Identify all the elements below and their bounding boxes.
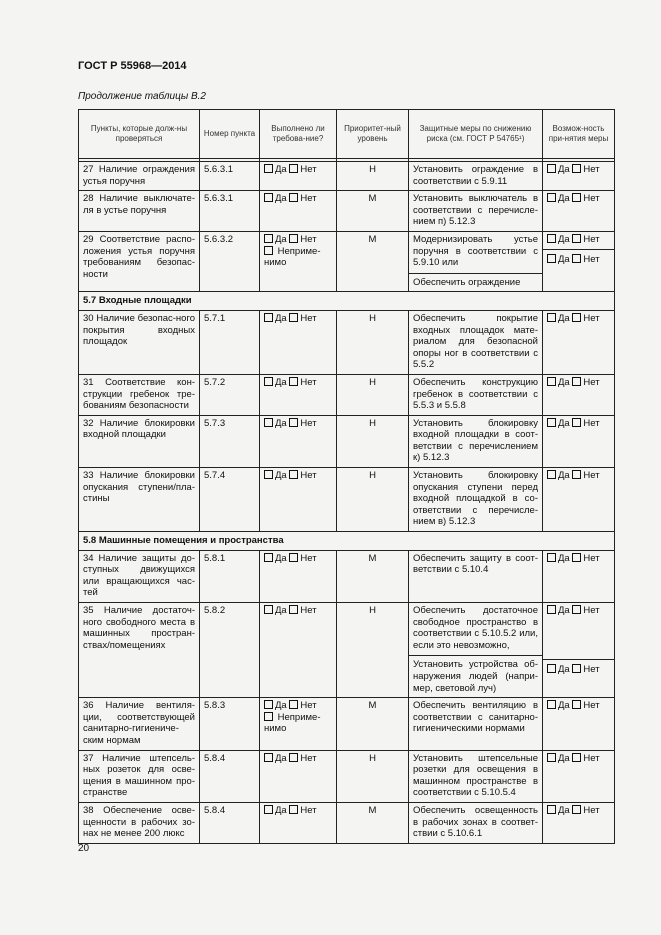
yes-checkbox[interactable] bbox=[264, 553, 273, 562]
yes-label: Да bbox=[275, 417, 287, 429]
acceptance-cell bbox=[543, 415, 615, 467]
no-label: Нет bbox=[583, 312, 600, 324]
yes-checkbox[interactable] bbox=[547, 470, 556, 479]
no-checkbox[interactable] bbox=[289, 470, 298, 479]
measure-cell: Обеспечить покрытие входных площадок мате-риалом для безопасной опоры ног в соответствии с 5.5.2 bbox=[409, 310, 543, 374]
no-checkbox[interactable] bbox=[289, 700, 298, 709]
clause-cell: 5.8.3 bbox=[200, 698, 260, 750]
no-label: Нет bbox=[300, 164, 317, 175]
no-checkbox[interactable] bbox=[289, 418, 298, 427]
acceptance-cell bbox=[543, 310, 615, 374]
yes-checkbox[interactable] bbox=[547, 753, 556, 762]
yes-label: Да bbox=[275, 164, 287, 175]
yes-label: Да bbox=[558, 193, 570, 205]
no-checkbox[interactable] bbox=[289, 234, 298, 243]
item-cell: 34 Наличие защиты до-ступных движущихся или вращающихся час-тей bbox=[79, 550, 200, 602]
no-checkbox[interactable] bbox=[572, 193, 581, 202]
table-row bbox=[79, 468, 615, 532]
measure-cell bbox=[409, 231, 543, 291]
acceptance-cell bbox=[543, 750, 615, 802]
no-label: Нет bbox=[583, 700, 600, 712]
clause-cell: 5.8.1 bbox=[200, 550, 260, 602]
section-row bbox=[79, 292, 615, 311]
clause-cell: 5.6.3.2 bbox=[200, 231, 260, 291]
yes-label: Да bbox=[558, 312, 570, 324]
no-label: Нет bbox=[300, 700, 317, 712]
document-title: ГОСТ Р 55968—2014 bbox=[78, 60, 187, 72]
yes-label: Да bbox=[275, 233, 287, 245]
yes-label: Да bbox=[275, 376, 287, 388]
no-checkbox[interactable] bbox=[572, 313, 581, 322]
yes-label: Да bbox=[275, 700, 287, 712]
acceptance-cell bbox=[543, 374, 615, 415]
table-row bbox=[79, 162, 615, 191]
no-checkbox[interactable] bbox=[289, 313, 298, 322]
clause-cell: 5.7.3 bbox=[200, 415, 260, 467]
yes-checkbox[interactable] bbox=[547, 377, 556, 386]
fulfilled-cell bbox=[260, 802, 337, 843]
no-checkbox[interactable] bbox=[572, 664, 581, 673]
section-heading: 5.7 Входные площадки bbox=[79, 292, 615, 311]
table-header-row bbox=[79, 110, 615, 159]
yes-checkbox[interactable] bbox=[264, 700, 273, 709]
no-label: Нет bbox=[300, 804, 317, 816]
yes-label: Да bbox=[558, 804, 570, 816]
no-label: Нет bbox=[583, 804, 600, 816]
measure-text-alt: Установить устройства об-наружения людей (напри-мер, световой луч) bbox=[409, 655, 542, 694]
fulfilled-cell bbox=[260, 750, 337, 802]
yes-checkbox[interactable] bbox=[547, 313, 556, 322]
priority-cell: М bbox=[337, 191, 409, 232]
yes-label: Да bbox=[275, 804, 287, 816]
fulfilled-cell bbox=[260, 550, 337, 602]
no-label: Нет bbox=[300, 312, 317, 324]
yes-label: Да bbox=[275, 605, 287, 616]
item-cell: 35 Наличие достаточ-ного свободного места в машинных простран-ствах/помещениях bbox=[79, 603, 200, 698]
yes-checkbox[interactable] bbox=[264, 605, 273, 614]
priority-cell: М bbox=[337, 698, 409, 750]
no-label: Нет bbox=[300, 233, 317, 245]
clause-cell: 5.8.4 bbox=[200, 750, 260, 802]
acceptance-cell bbox=[543, 468, 615, 532]
yes-checkbox[interactable] bbox=[547, 193, 556, 202]
no-label: Нет bbox=[583, 376, 600, 388]
no-checkbox[interactable] bbox=[572, 418, 581, 427]
acceptance-cell bbox=[543, 698, 615, 750]
acceptance-cell bbox=[543, 550, 615, 602]
measure-text: Обеспечить достаточное свободное пространство в соответствии с 5.10.5.2 или, если это невозможно, bbox=[413, 605, 538, 651]
priority-cell: Н bbox=[337, 603, 409, 698]
priority-cell: Н bbox=[337, 415, 409, 467]
yes-label: Да bbox=[558, 253, 570, 265]
header-fulfilled: Выполнено ли требова-ние? bbox=[260, 110, 337, 159]
inapplicable-label: Неприме-нимо bbox=[264, 245, 321, 269]
measure-cell: Установить ограждение в соответствии с 5.9.11 bbox=[409, 162, 543, 191]
yes-label: Да bbox=[558, 605, 570, 616]
no-checkbox[interactable] bbox=[572, 700, 581, 709]
fulfilled-cell bbox=[260, 698, 337, 750]
priority-cell: Н bbox=[337, 374, 409, 415]
yes-checkbox[interactable] bbox=[264, 164, 273, 173]
measure-cell: Установить выключатель в соответствии с перечисле-нием п) 5.12.3 bbox=[409, 191, 543, 232]
acceptance-cell bbox=[543, 231, 615, 291]
table-row bbox=[79, 231, 615, 291]
table-row bbox=[79, 750, 615, 802]
yes-checkbox[interactable] bbox=[547, 700, 556, 709]
priority-cell: Н bbox=[337, 750, 409, 802]
yes-label: Да bbox=[558, 470, 570, 482]
page-number: 20 bbox=[78, 843, 90, 854]
table-caption: Продолжение таблицы В.2 bbox=[78, 91, 206, 102]
yes-label: Да bbox=[558, 164, 570, 175]
measure-cell: Установить блокировку входной площадки в соот-ветствии с перечислением к) 5.12.3 bbox=[409, 415, 543, 467]
table-row bbox=[79, 374, 615, 415]
table-row bbox=[79, 603, 615, 698]
item-cell: 36 Наличие вентиля-ции, соответствующей санитарно-гигиениче-ским нормам bbox=[79, 698, 200, 750]
measure-text: Модернизировать устье поручня в соответствии с 5.9.10 или bbox=[413, 233, 538, 269]
yes-checkbox[interactable] bbox=[264, 805, 273, 814]
item-cell: 27 Наличие ограждения устья поручня bbox=[79, 162, 200, 191]
clause-cell: 5.7.4 bbox=[200, 468, 260, 532]
no-label: Нет bbox=[583, 605, 600, 616]
yes-checkbox[interactable] bbox=[547, 553, 556, 562]
yes-checkbox[interactable] bbox=[264, 193, 273, 202]
header-acceptance: Возмож-ность при-нятия меры bbox=[543, 110, 615, 159]
item-cell: 38 Обеспечение осве-щенности в рабочих зо-нах не менее 200 люкс bbox=[79, 802, 200, 843]
yes-label: Да bbox=[275, 193, 287, 205]
no-checkbox[interactable] bbox=[572, 377, 581, 386]
measure-cell: Обеспечить конструкцию гребенок в соответствии с 5.5.3 и 5.5.8 bbox=[409, 374, 543, 415]
table-row bbox=[79, 550, 615, 602]
item-cell: 37 Наличие штепсель-ных розеток для осве-щения в машинном про-странстве bbox=[79, 750, 200, 802]
no-checkbox[interactable] bbox=[572, 805, 581, 814]
fulfilled-cell bbox=[260, 374, 337, 415]
no-label: Нет bbox=[583, 663, 600, 675]
no-checkbox[interactable] bbox=[289, 377, 298, 386]
yes-checkbox[interactable] bbox=[547, 664, 556, 673]
yes-label: Да bbox=[558, 700, 570, 712]
no-checkbox[interactable] bbox=[572, 164, 581, 173]
item-cell: 29 Соответствие распо-ложения устья поручня требованиям безопас-ности bbox=[79, 231, 200, 291]
no-checkbox[interactable] bbox=[289, 805, 298, 814]
table-row bbox=[79, 802, 615, 843]
inapplicable-label: Неприме-нимо bbox=[264, 711, 321, 735]
header-clause: Номер пункта bbox=[200, 110, 260, 159]
measure-cell: Обеспечить освещенность в рабочих зонах в соответ-ствии с 5.10.6.1 bbox=[409, 802, 543, 843]
clause-cell: 5.7.2 bbox=[200, 374, 260, 415]
no-checkbox[interactable] bbox=[289, 605, 298, 614]
no-label: Нет bbox=[300, 470, 317, 482]
yes-label: Да bbox=[558, 417, 570, 429]
acceptance-cell bbox=[543, 162, 615, 191]
no-checkbox[interactable] bbox=[572, 753, 581, 762]
measure-text-alt: Обеспечить ограждение bbox=[409, 273, 542, 289]
yes-checkbox[interactable] bbox=[547, 418, 556, 427]
no-label: Нет bbox=[300, 193, 317, 205]
no-label: Нет bbox=[583, 233, 600, 245]
yes-checkbox[interactable] bbox=[264, 470, 273, 479]
no-checkbox[interactable] bbox=[572, 234, 581, 243]
fulfilled-cell bbox=[260, 231, 337, 291]
header-priority: Приоритет-ный уровень bbox=[337, 110, 409, 159]
yes-label: Да bbox=[558, 752, 570, 764]
no-checkbox[interactable] bbox=[572, 553, 581, 562]
no-label: Нет bbox=[300, 752, 317, 764]
no-label: Нет bbox=[583, 164, 600, 175]
yes-label: Да bbox=[558, 663, 570, 675]
priority-cell: Н bbox=[337, 310, 409, 374]
clause-cell: 5.8.4 bbox=[200, 802, 260, 843]
no-label: Нет bbox=[583, 417, 600, 429]
yes-checkbox[interactable] bbox=[547, 805, 556, 814]
inapplicable-checkbox[interactable] bbox=[264, 712, 273, 721]
no-label: Нет bbox=[583, 752, 600, 764]
yes-label: Да bbox=[275, 552, 287, 564]
clause-cell: 5.6.3.1 bbox=[200, 162, 260, 191]
no-label: Нет bbox=[583, 552, 600, 564]
fulfilled-cell bbox=[260, 468, 337, 532]
no-checkbox[interactable] bbox=[289, 553, 298, 562]
acceptance-cell bbox=[543, 603, 615, 698]
header-measures: Защитные меры по снижению риска (см. ГОСТ Р 54765¹) bbox=[409, 110, 543, 159]
yes-label: Да bbox=[558, 376, 570, 388]
yes-label: Да bbox=[558, 552, 570, 564]
table-row bbox=[79, 415, 615, 467]
table-row bbox=[79, 191, 615, 232]
measure-cell bbox=[409, 603, 543, 698]
section-heading: 5.8 Машинные помещения и пространства bbox=[79, 532, 615, 551]
yes-checkbox[interactable] bbox=[264, 313, 273, 322]
clause-cell: 5.7.1 bbox=[200, 310, 260, 374]
clause-cell: 5.6.3.1 bbox=[200, 191, 260, 232]
priority-cell: М bbox=[337, 231, 409, 291]
priority-cell: Н bbox=[337, 162, 409, 191]
priority-cell: Н bbox=[337, 468, 409, 532]
inapplicable-checkbox[interactable] bbox=[264, 246, 273, 255]
measure-cell: Установить блокировку опускания ступени перед входной площадкой в со-ответствии с перечисле-нием в) 5.12.3 bbox=[409, 468, 543, 532]
priority-cell: М bbox=[337, 802, 409, 843]
item-cell: 31 Соответствие кон-струкции гребенок тре-бованиям безопасности bbox=[79, 374, 200, 415]
item-cell: 28 Наличие выключате-ля в устье поручня bbox=[79, 191, 200, 232]
no-label: Нет bbox=[300, 552, 317, 564]
yes-checkbox[interactable] bbox=[547, 254, 556, 263]
no-label: Нет bbox=[300, 417, 317, 429]
yes-checkbox[interactable] bbox=[264, 377, 273, 386]
no-label: Нет bbox=[300, 605, 317, 616]
fulfilled-cell bbox=[260, 162, 337, 191]
fulfilled-cell bbox=[260, 310, 337, 374]
clause-cell: 5.8.2 bbox=[200, 603, 260, 698]
yes-label: Да bbox=[558, 233, 570, 245]
no-label: Нет bbox=[583, 253, 600, 265]
header-items: Пункты, которые долж-ны проверяться bbox=[79, 110, 200, 159]
measure-cell: Обеспечить вентиляцию в соответствии с санитарно-гигиеническими нормами bbox=[409, 698, 543, 750]
yes-checkbox[interactable] bbox=[547, 164, 556, 173]
yes-checkbox[interactable] bbox=[264, 234, 273, 243]
yes-checkbox[interactable] bbox=[264, 753, 273, 762]
fulfilled-cell bbox=[260, 415, 337, 467]
yes-checkbox[interactable] bbox=[264, 418, 273, 427]
measure-cell: Обеспечить защиту в соот-ветствии с 5.10.4 bbox=[409, 550, 543, 602]
no-checkbox[interactable] bbox=[572, 254, 581, 263]
no-checkbox[interactable] bbox=[572, 470, 581, 479]
table-row bbox=[79, 310, 615, 374]
yes-checkbox[interactable] bbox=[547, 605, 556, 614]
yes-label: Да bbox=[275, 470, 287, 482]
no-checkbox[interactable] bbox=[289, 193, 298, 202]
acceptance-cell bbox=[543, 191, 615, 232]
requirements-table bbox=[78, 109, 615, 844]
fulfilled-cell bbox=[260, 603, 337, 698]
no-label: Нет bbox=[583, 193, 600, 205]
no-checkbox[interactable] bbox=[572, 605, 581, 614]
item-cell: 30 Наличие безопас-ного покрытия входных площадок bbox=[79, 310, 200, 374]
priority-cell: М bbox=[337, 550, 409, 602]
yes-checkbox[interactable] bbox=[547, 234, 556, 243]
item-cell: 33 Наличие блокировки опускания ступени/пла-стины bbox=[79, 468, 200, 532]
no-label: Нет bbox=[583, 470, 600, 482]
section-row bbox=[79, 532, 615, 551]
fulfilled-cell bbox=[260, 191, 337, 232]
yes-label: Да bbox=[275, 752, 287, 764]
no-checkbox[interactable] bbox=[289, 753, 298, 762]
measure-cell: Установить штепсельные розетки для освещения в машинном пространстве в соответствии с 5.10.5.4 bbox=[409, 750, 543, 802]
yes-label: Да bbox=[275, 312, 287, 324]
item-cell: 32 Наличие блокировки входной площадки bbox=[79, 415, 200, 467]
table-row bbox=[79, 698, 615, 750]
acceptance-cell bbox=[543, 802, 615, 843]
no-checkbox[interactable] bbox=[289, 164, 298, 173]
no-label: Нет bbox=[300, 376, 317, 388]
